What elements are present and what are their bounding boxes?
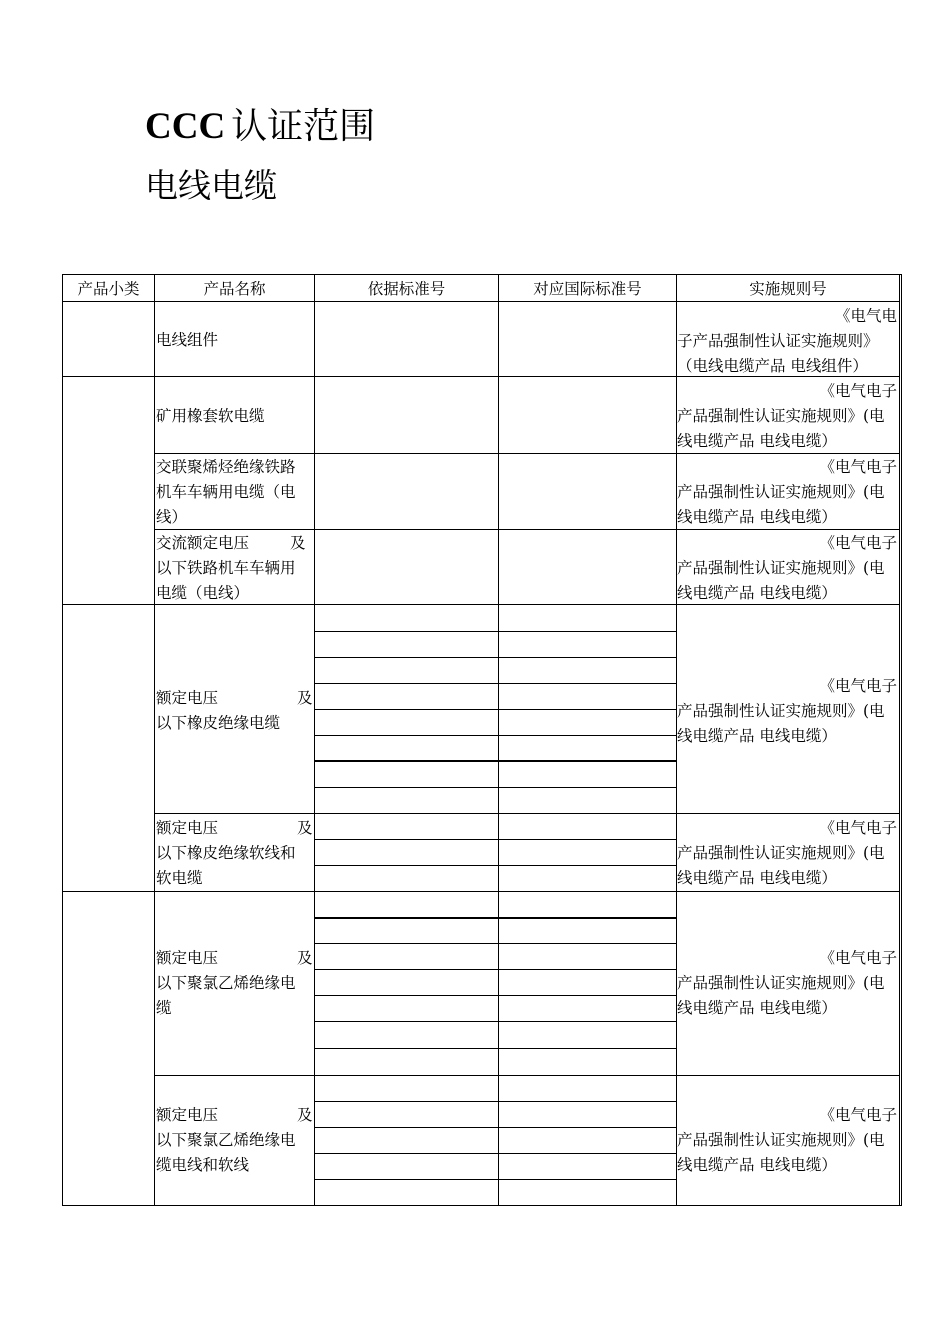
product-name: 机车车辆用电缆（电 — [156, 483, 296, 501]
product-name: 额定电压 — [156, 819, 219, 837]
header-product-name: 产品名称 — [203, 280, 266, 298]
rule-number: 《电气电子 产品强制性认证实施规则》(电 线电缆产品 电线电缆） — [677, 382, 897, 450]
product-name: 以下橡皮绝缘电缆 — [156, 714, 281, 732]
rule-number: 《电气电子 产品强制性认证实施规则》(电 线电缆产品 电线电缆） — [677, 534, 897, 602]
grid-line — [314, 943, 676, 944]
title-latin: CCC — [145, 106, 226, 147]
grid-line — [314, 1127, 676, 1128]
grid-line — [314, 760, 676, 762]
product-name: 及 — [290, 534, 306, 552]
grid-line — [62, 301, 899, 302]
product-name: 及 — [297, 689, 313, 707]
grid-line — [314, 683, 676, 684]
grid-line — [154, 813, 899, 814]
grid-line — [314, 631, 676, 632]
title-cjk: 认证范围 — [231, 106, 376, 147]
grid-line — [314, 1179, 676, 1180]
grid-line — [62, 891, 899, 892]
product-name: 软电缆 — [156, 869, 203, 887]
grid-line — [154, 274, 155, 1205]
subtitle: 电线电缆 — [145, 166, 277, 205]
grid-line — [314, 839, 676, 840]
header-standard: 依据标准号 — [367, 280, 446, 298]
grid-line — [899, 274, 900, 1206]
header-subcategory: 产品小类 — [77, 280, 140, 298]
grid-line — [314, 657, 676, 658]
product-name: 以下聚氯乙烯绝缘电 — [156, 1131, 296, 1149]
grid-line — [314, 969, 676, 970]
product-name: 及 — [297, 949, 313, 967]
grid-line — [62, 1205, 901, 1206]
header-intl-standard: 对应国际标准号 — [533, 280, 642, 298]
grid-line — [498, 274, 499, 1205]
rule-number: 《电气电子 产品强制性认证实施规则》(电 线电缆产品 电线电缆） — [677, 819, 897, 887]
grid-line — [314, 1021, 676, 1022]
rule-number: 《电气电子 产品强制性认证实施规则》(电 线电缆产品 电线电缆） — [677, 677, 897, 745]
grid-line — [314, 1153, 676, 1154]
grid-line — [314, 709, 676, 710]
header-rule: 实施规则号 — [749, 280, 827, 298]
product-name: 以下聚氯乙烯绝缘电 — [156, 974, 296, 992]
grid-line — [314, 917, 676, 919]
grid-line — [314, 787, 676, 788]
product-name: 额定电压 — [156, 1106, 219, 1124]
product-name: 额定电压 — [156, 689, 219, 707]
product-name: 交联聚烯烃绝缘铁路 — [156, 458, 296, 476]
grid-line — [901, 274, 902, 1206]
product-name: 及 — [297, 1106, 313, 1124]
product-name: 交流额定电压 — [156, 534, 250, 552]
grid-line — [62, 274, 63, 1205]
product-name: 缆 — [156, 999, 172, 1017]
product-name: 缆电线和软线 — [156, 1156, 250, 1174]
grid-line — [314, 995, 676, 996]
grid-line — [314, 1048, 676, 1049]
grid-line — [154, 1075, 899, 1076]
grid-line — [314, 735, 676, 736]
product-name: 以下铁路机车车辆用 — [156, 559, 296, 577]
product-name: 电缆（电线） — [156, 584, 250, 602]
product-name: 电线组件 — [156, 331, 219, 349]
grid-line — [314, 274, 315, 1205]
rule-number: 《电气电 子产品强制性认证实施规则》 （电线电缆产品 电线组件） — [677, 307, 897, 375]
product-name: 以下橡皮绝缘软线和 — [156, 844, 296, 862]
rule-number: 《电气电子 产品强制性认证实施规则》(电 线电缆产品 电线电缆） — [677, 949, 897, 1017]
product-name: 矿用橡套软电缆 — [156, 407, 265, 425]
grid-line — [62, 274, 901, 275]
rule-number: 《电气电子 产品强制性认证实施规则》(电 线电缆产品 电线电缆） — [677, 458, 897, 526]
product-name: 额定电压 — [156, 949, 219, 967]
product-name: 线） — [156, 508, 188, 526]
rule-number: 《电气电子 产品强制性认证实施规则》(电 线电缆产品 电线电缆） — [677, 1106, 897, 1174]
grid-line — [314, 1101, 676, 1102]
grid-line — [314, 865, 676, 866]
product-name: 及 — [297, 819, 313, 837]
